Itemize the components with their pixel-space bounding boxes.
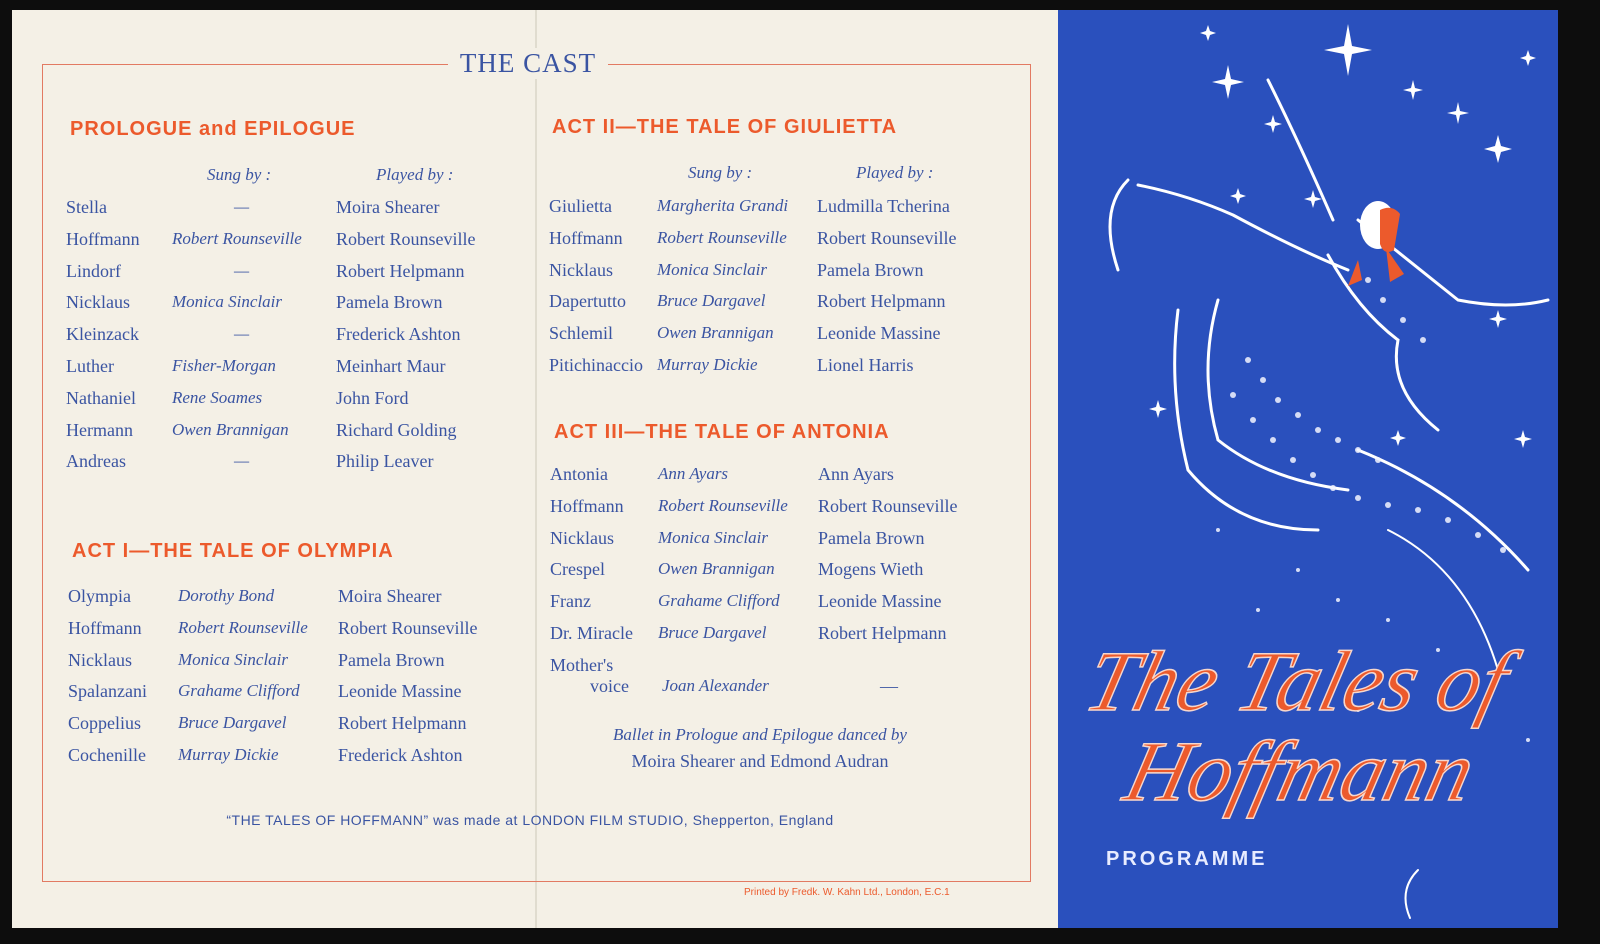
section-title: ACT I—THE TALE OF OLYMPIA <box>72 540 394 562</box>
cast-row <box>62 713 522 745</box>
cast-row <box>543 323 1003 355</box>
role-name: Pitichinaccio <box>549 355 643 375</box>
sung-by-header: Sung by : <box>688 163 753 182</box>
cast-row <box>62 681 522 713</box>
cover-title-art <box>1058 10 1558 928</box>
section-title: PROLOGUE and EPILOGUE <box>70 118 356 140</box>
role-name: Spalanzani <box>68 681 147 702</box>
role-name: Crespel <box>550 559 605 580</box>
played-by-name: Robert Rounseville <box>336 228 476 249</box>
played-by-name: Pamela Brown <box>336 292 443 313</box>
cast-row <box>544 559 1004 591</box>
played-by-name: Frederick Ashton <box>338 745 463 765</box>
sung-by-name: Bruce Dargavel <box>657 291 766 311</box>
role-name-line2: voice <box>590 675 629 696</box>
played-by-name: John Ford <box>336 387 409 408</box>
cast-row <box>544 496 1004 528</box>
cast-row <box>543 228 1003 260</box>
sung-by-name: Bruce Dargavel <box>658 623 767 642</box>
role-name: Coppelius <box>68 713 142 734</box>
sung-by-name: Bruce Dargavel <box>178 713 287 733</box>
cast-row <box>543 260 1003 292</box>
played-by-name: Mogens Wieth <box>818 559 924 580</box>
sung-by-name: Murray Dickie <box>178 745 279 764</box>
role-name: Kleinzack <box>66 324 139 345</box>
played-by-name: Robert Helpmann <box>338 713 467 734</box>
cast-row <box>60 451 520 483</box>
cast-row <box>60 292 520 324</box>
programme-cover <box>1058 10 1558 928</box>
printer-note: Printed by Fredk. W. Kahn Ltd., London, E.C.1 <box>744 887 950 898</box>
role-name: Hermann <box>66 419 133 440</box>
cast-row <box>60 197 520 229</box>
played-by-name: Ann Ayars <box>818 464 894 484</box>
played-by-name: Moira Shearer <box>336 197 440 217</box>
played-by-name: Ludmilla Tcherina <box>817 196 950 216</box>
played-by-name: Meinhart Maur <box>336 356 446 376</box>
sung-by-name: — <box>234 324 250 344</box>
played-by-header: Played by : <box>376 165 454 184</box>
sung-by-name: Monica Sinclair <box>172 292 283 312</box>
played-by-name: Frederick Ashton <box>336 324 461 345</box>
played-by-name: Robert Rounseville <box>818 495 958 516</box>
played-by-name: Philip Leaver <box>336 451 434 472</box>
sung-by-name: Margherita Grandi <box>657 196 789 215</box>
sung-by-name: Owen Brannigan <box>172 419 289 439</box>
role-name: Hoffmann <box>68 617 142 638</box>
section-title: ACT III—THE TALE OF ANTONIA <box>554 421 890 443</box>
sung-by-name: Monica Sinclair <box>178 649 289 669</box>
played-by-name: Leonide Massine <box>818 591 942 612</box>
played-by-name: Pamela Brown <box>338 649 445 670</box>
sung-by-header: Sung by : <box>207 165 272 184</box>
played-by-name: Lionel Harris <box>817 355 914 375</box>
sung-by-name: Grahame Clifford <box>658 591 780 611</box>
played-by-name: Leonide Massine <box>338 681 462 702</box>
cast-row <box>60 324 520 356</box>
cast-row <box>543 196 1003 228</box>
played-by-name: Pamela Brown <box>818 527 925 548</box>
sung-by-name: Robert Rounseville <box>172 228 302 248</box>
sung-by-name: Owen Brannigan <box>658 559 775 579</box>
role-name: Lindorf <box>66 260 121 281</box>
role-name: Dr. Miracle <box>550 623 633 643</box>
cast-row <box>60 229 520 261</box>
sung-by-name: Monica Sinclair <box>657 259 768 279</box>
studio-note: “THE TALES OF HOFFMANN” was made at LONDON FILM STUDIO, Shepperton, England <box>226 812 834 828</box>
cast-row <box>544 591 1004 623</box>
sung-by-name: Monica Sinclair <box>658 527 769 547</box>
ballet-note-line2: Moira Shearer and Edmond Audran <box>631 751 889 771</box>
played-by-name: Robert Rounseville <box>338 617 478 638</box>
role-name: Dapertutto <box>549 291 626 312</box>
played-by-name: Moira Shearer <box>338 586 442 606</box>
played-by-name: — <box>880 675 898 696</box>
cast-row <box>62 618 522 650</box>
played-by-name: Richard Golding <box>336 419 457 440</box>
role-name: Franz <box>550 591 591 612</box>
role-name: Hoffmann <box>549 227 623 248</box>
sung-by-name: Owen Brannigan <box>657 323 774 343</box>
cast-row <box>62 650 522 682</box>
cast-row <box>544 655 1004 711</box>
cast-row <box>62 745 522 777</box>
sung-by-name: — <box>234 451 250 471</box>
ballet-note-line1: Ballet in Prologue and Epilogue danced by <box>613 725 907 744</box>
role-name: Schlemil <box>549 323 613 344</box>
sung-by-name: Dorothy Bond <box>178 586 275 605</box>
sung-by-name: Murray Dickie <box>657 355 758 374</box>
role-name: Nicklaus <box>550 527 614 548</box>
section-title: ACT II—THE TALE OF GIULIETTA <box>552 116 898 138</box>
cover-title-line2: Hoffmann <box>1116 723 1485 819</box>
sung-by-name: Rene Soames <box>172 387 263 407</box>
sung-by-name: Robert Rounseville <box>657 227 787 247</box>
cast-row <box>544 464 1004 496</box>
cast-row <box>60 388 520 420</box>
role-name: Cochenille <box>68 745 146 765</box>
played-by-name: Pamela Brown <box>817 259 924 280</box>
cast-row <box>544 528 1004 560</box>
role-name: Luther <box>66 356 114 376</box>
cover-title-line1: The Tales of <box>1076 633 1518 729</box>
cast-row <box>543 291 1003 323</box>
played-by-name: Robert Helpmann <box>336 260 465 281</box>
cast-row <box>544 623 1004 655</box>
sung-by-name: Robert Rounseville <box>658 495 788 515</box>
role-name: Nicklaus <box>68 649 132 670</box>
role-name: Hoffmann <box>66 228 140 249</box>
sung-by-name: Grahame Clifford <box>178 681 300 701</box>
cast-heading: THE CAST <box>448 48 608 79</box>
role-name: Nathaniel <box>66 387 136 408</box>
cast-row <box>543 355 1003 387</box>
played-by-name: Robert Helpmann <box>818 623 947 643</box>
role-name: Nicklaus <box>66 292 130 313</box>
sung-by-name: — <box>234 260 250 280</box>
cover-subtitle: PROGRAMME <box>1106 848 1268 870</box>
sung-by-name: — <box>234 197 250 216</box>
cast-row <box>62 586 522 618</box>
role-name: Stella <box>66 197 107 217</box>
role-name: Hoffmann <box>550 495 624 516</box>
played-by-name: Robert Helpmann <box>817 291 946 312</box>
cast-row <box>60 356 520 388</box>
sung-by-name: Ann Ayars <box>658 464 729 483</box>
role-name: Mother's <box>550 654 614 675</box>
role-name: Antonia <box>550 464 608 484</box>
role-name: Andreas <box>66 451 126 472</box>
cast-row <box>60 420 520 452</box>
played-by-header: Played by : <box>856 163 934 182</box>
sung-by-name: Joan Alexander <box>662 675 769 695</box>
sung-by-name: Robert Rounseville <box>178 617 308 637</box>
role-name: Olympia <box>68 586 131 606</box>
role-name: Nicklaus <box>549 259 613 280</box>
sung-by-name: Fisher-Morgan <box>172 356 276 375</box>
played-by-name: Leonide Massine <box>817 323 941 344</box>
role-name: Giulietta <box>549 196 612 216</box>
played-by-name: Robert Rounseville <box>817 227 957 248</box>
cast-row <box>60 261 520 293</box>
